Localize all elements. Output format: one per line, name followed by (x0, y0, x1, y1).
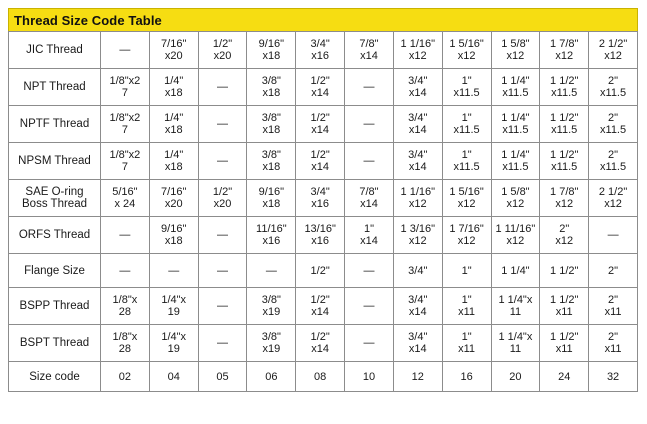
table-cell: 2" x11 (589, 288, 638, 325)
table-cell: — (101, 32, 150, 69)
table-cell: 1 1/2" x11.5 (540, 106, 589, 143)
table-row (9, 106, 638, 143)
table-cell: 1 11/16" x12 (491, 217, 540, 254)
table-cell: 7/16" x20 (149, 180, 198, 217)
table-cell: 1 1/4" x11.5 (491, 143, 540, 180)
row-header: BSPP Thread (9, 288, 101, 325)
table-cell: 1 1/4"x 11 (491, 288, 540, 325)
table-cell: 3/4" x16 (296, 180, 345, 217)
table-cell: 1/4"x 19 (149, 325, 198, 362)
table-cell: — (345, 106, 394, 143)
row-header: NPSM Thread (9, 143, 101, 180)
table-cell: 3/8" x19 (247, 325, 296, 362)
table-cell: 32 (589, 362, 638, 392)
table-cell: — (198, 254, 247, 288)
table-cell: — (149, 254, 198, 288)
table-cell: 9/16" x18 (247, 180, 296, 217)
thread-size-table-container (8, 8, 638, 392)
table-cell: 1/8"x2 7 (101, 106, 150, 143)
table-cell: 10 (345, 362, 394, 392)
row-header: NPT Thread (9, 69, 101, 106)
row-header: SAE O-ring Boss Thread (9, 180, 101, 217)
table-cell: 1/2" x20 (198, 32, 247, 69)
table-cell: 2" (589, 254, 638, 288)
table-cell: — (198, 217, 247, 254)
table-cell: 1 1/2" x11 (540, 288, 589, 325)
table-cell: 2 1/2" x12 (589, 180, 638, 217)
table-row (9, 143, 638, 180)
table-cell: 3/4" x14 (393, 288, 442, 325)
table-cell: 1" x11.5 (442, 106, 491, 143)
table-cell: 1/4" x18 (149, 143, 198, 180)
table-cell: 08 (296, 362, 345, 392)
table-cell: — (198, 106, 247, 143)
table-cell: 1 5/16" x12 (442, 180, 491, 217)
table-cell: 3/4" x14 (393, 69, 442, 106)
table-cell: 1/2" x14 (296, 325, 345, 362)
table-cell: 3/8" x18 (247, 69, 296, 106)
table-cell: 1 5/8" x12 (491, 32, 540, 69)
table-cell: 16 (442, 362, 491, 392)
table-cell: 2" x11.5 (589, 69, 638, 106)
table-cell: 3/8" x18 (247, 106, 296, 143)
table-body (9, 32, 638, 392)
table-cell: 2" x11 (589, 325, 638, 362)
table-cell: — (101, 217, 150, 254)
table-cell: 1 1/2" (540, 254, 589, 288)
table-cell: — (345, 325, 394, 362)
table-cell: 1 7/8" x12 (540, 32, 589, 69)
table-cell: 02 (101, 362, 150, 392)
table-cell: 2" x11.5 (589, 143, 638, 180)
table-cell: 1/2" x14 (296, 288, 345, 325)
table-cell: 1/2" x14 (296, 143, 345, 180)
table-cell: 1 7/8" x12 (540, 180, 589, 217)
row-header: Size code (9, 362, 101, 392)
table-row (9, 217, 638, 254)
table-cell: — (198, 325, 247, 362)
table-cell: 1 5/8" x12 (491, 180, 540, 217)
row-header: JIC Thread (9, 32, 101, 69)
table-cell: — (345, 254, 394, 288)
table-cell: 11/16" x16 (247, 217, 296, 254)
table-cell: 1/8"x 28 (101, 288, 150, 325)
table-cell: 7/16" x20 (149, 32, 198, 69)
table-cell: 1 1/2" x11 (540, 325, 589, 362)
table-cell: 7/8" x14 (345, 180, 394, 217)
table-cell: 1" x11.5 (442, 143, 491, 180)
table-cell: 9/16" x18 (247, 32, 296, 69)
table-cell: 1/4"x 19 (149, 288, 198, 325)
table-cell: 24 (540, 362, 589, 392)
table-cell: 3/8" x18 (247, 143, 296, 180)
table-row (9, 362, 638, 392)
table-cell: — (247, 254, 296, 288)
table-cell: 1 1/4" x11.5 (491, 69, 540, 106)
table-cell: 1 1/2" x11.5 (540, 143, 589, 180)
table-cell: 1 3/16" x12 (393, 217, 442, 254)
table-cell: 05 (198, 362, 247, 392)
table-cell: 1/2" x14 (296, 106, 345, 143)
table-cell: 1 1/16" x12 (393, 180, 442, 217)
table-cell: 1 5/16" x12 (442, 32, 491, 69)
table-cell: 1 1/4" x11.5 (491, 106, 540, 143)
table-row (9, 325, 638, 362)
table-cell: — (198, 143, 247, 180)
table-cell: 1/2" (296, 254, 345, 288)
table-cell: 3/4" x16 (296, 32, 345, 69)
table-cell: 1 1/4"x 11 (491, 325, 540, 362)
table-cell: — (345, 288, 394, 325)
table-cell: 2" x12 (540, 217, 589, 254)
table-cell: — (198, 69, 247, 106)
table-cell: 1 7/16" x12 (442, 217, 491, 254)
table-cell: 1" x11 (442, 325, 491, 362)
table-cell: 1/2" x14 (296, 69, 345, 106)
table-cell: 3/4" x14 (393, 143, 442, 180)
table-row (9, 69, 638, 106)
table-cell: 1" x11 (442, 288, 491, 325)
table-cell: 1" (442, 254, 491, 288)
table-cell: 1/4" x18 (149, 106, 198, 143)
table-cell: 3/8" x19 (247, 288, 296, 325)
table-cell: 12 (393, 362, 442, 392)
table-row (9, 32, 638, 69)
table-cell: 06 (247, 362, 296, 392)
row-header: ORFS Thread (9, 217, 101, 254)
table-cell: 20 (491, 362, 540, 392)
table-cell: 2" x11.5 (589, 106, 638, 143)
table-row (9, 254, 638, 288)
table-cell: 7/8" x14 (345, 32, 394, 69)
table-cell: — (345, 69, 394, 106)
table-cell: 1/8"x2 7 (101, 69, 150, 106)
table-cell: — (101, 254, 150, 288)
table-cell: 1 1/4" (491, 254, 540, 288)
row-header: Flange Size (9, 254, 101, 288)
table-cell: 1 1/2" x11.5 (540, 69, 589, 106)
table-cell: 3/4" x14 (393, 106, 442, 143)
table-cell: 1 1/16" x12 (393, 32, 442, 69)
table-cell: — (589, 217, 638, 254)
table-cell: 1/8"x2 7 (101, 143, 150, 180)
table-cell: 13/16" x16 (296, 217, 345, 254)
row-header: NPTF Thread (9, 106, 101, 143)
table-cell: — (198, 288, 247, 325)
table-cell: 3/4" x14 (393, 325, 442, 362)
table-title-bar (8, 8, 638, 31)
table-cell: 1/8"x 28 (101, 325, 150, 362)
table-cell: 9/16" x18 (149, 217, 198, 254)
thread-size-code-table (8, 31, 638, 392)
table-cell: 1/4" x18 (149, 69, 198, 106)
table-cell: 1/2" x20 (198, 180, 247, 217)
table-cell: 1" x14 (345, 217, 394, 254)
table-title: Thread Size Code Table (14, 12, 162, 28)
table-cell: 1" x11.5 (442, 69, 491, 106)
table-row (9, 288, 638, 325)
table-cell: 04 (149, 362, 198, 392)
table-cell: 3/4" (393, 254, 442, 288)
table-cell: 5/16" x 24 (101, 180, 150, 217)
table-row (9, 180, 638, 217)
table-cell: — (345, 143, 394, 180)
table-cell: 2 1/2" x12 (589, 32, 638, 69)
row-header: BSPT Thread (9, 325, 101, 362)
